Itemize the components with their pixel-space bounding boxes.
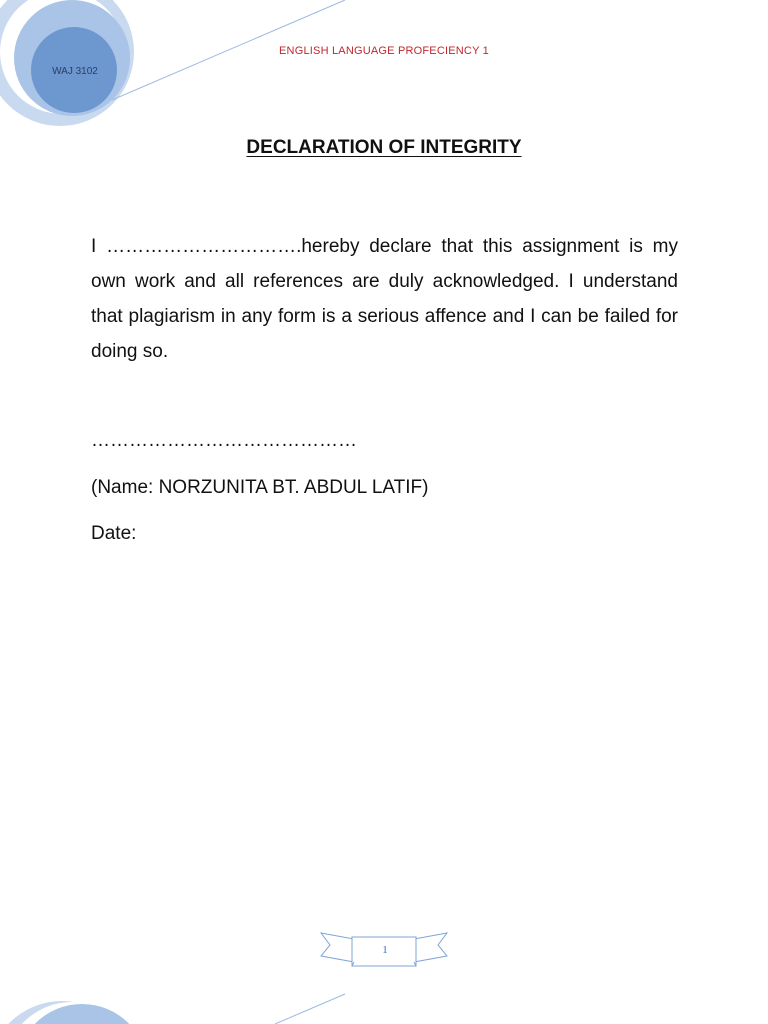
- header-course-title: ENGLISH LANGUAGE PROFECIENCY 1: [279, 45, 489, 57]
- declaration-paragraph: I ………………………….hereby declare that this assignment is my own work and all references are duly acknowledged. I understand that plagiarism in any form is a serious affence and I can be failed for doing so.: [91, 236, 678, 362]
- declaration-title: DECLARATION OF INTEGRITY: [246, 137, 522, 158]
- footer-diagonal-line: [275, 994, 345, 1024]
- ribbon-left-tail: [321, 933, 354, 962]
- ribbon-right-tail: [414, 933, 447, 962]
- student-name: (Name: NORZUNITA BT. ABDUL LATIF): [91, 477, 429, 498]
- signature-line: ……………………………………: [91, 430, 357, 451]
- date-label: Date:: [91, 523, 137, 544]
- page-number: 1: [382, 944, 388, 956]
- course-code: WAJ 3102: [52, 66, 98, 77]
